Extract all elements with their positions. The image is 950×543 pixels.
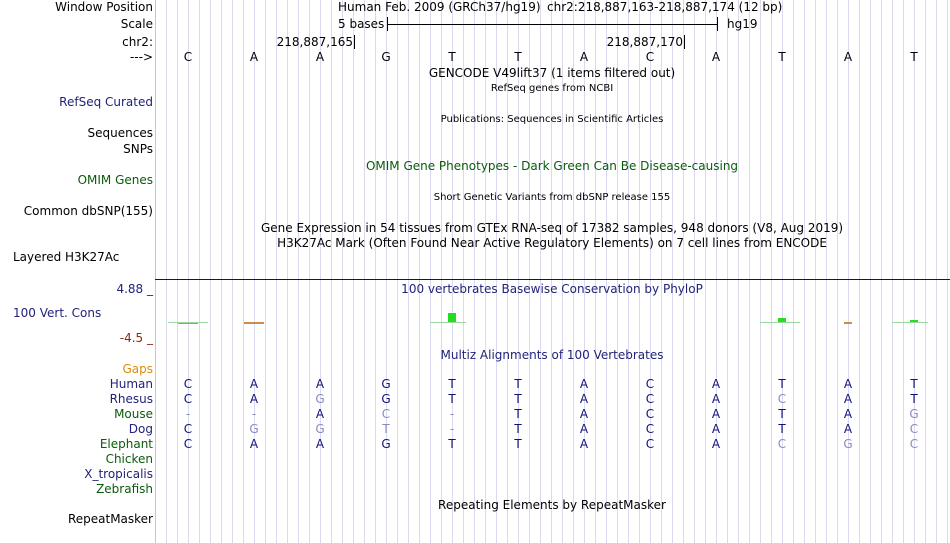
repeatmasker-track-title[interactable]: Repeating Elements by RepeatMasker [438,498,666,512]
grid-line [661,0,662,543]
grid-line [848,0,849,543]
aligned-base: G [315,422,325,436]
aligned-base: C [645,422,655,436]
aligned-base: T [514,377,522,391]
aligned-base: C [909,437,919,451]
strand-label[interactable]: ---> [129,50,153,64]
grid-line [815,0,816,543]
species-label-human[interactable]: Human [109,377,153,391]
grid-line [639,0,640,543]
scale-bar-left-tick [387,17,388,31]
grid-line [342,0,343,543]
layered-h3k27ac-label[interactable]: Layered H3K27Ac [13,250,120,264]
cons-max-label: 4.88 _ [116,282,153,296]
reference-base: A [315,50,325,64]
multiz-track-title[interactable]: Multiz Alignments of 100 Vertebrates [440,348,664,362]
aligned-base: - [185,407,191,421]
grid-line [925,0,926,543]
aligned-base: A [315,437,325,451]
grid-line [408,0,409,543]
grid-line [419,0,420,543]
grid-line [826,0,827,543]
cons-min-label: -4.5 _ [119,331,153,345]
conservation-baseline [760,322,800,323]
aligned-base: C [645,392,655,406]
grid-line [716,0,717,543]
grid-line [320,0,321,543]
assembly-text: Human Feb. 2009 (GRCh37/hg19) [338,0,541,14]
grid-line [683,0,684,543]
track-separator [155,279,950,280]
aligned-base: C [183,377,193,391]
grid-line [298,0,299,543]
coordinate-label: 218,887,165 [276,35,353,49]
aligned-base: C [183,422,193,436]
aligned-base: A [579,407,589,421]
grid-line [276,0,277,543]
grid-line [628,0,629,543]
coordinate-tick [354,35,355,49]
aligned-base: A [249,392,259,406]
publications-track-title[interactable]: Publications: Sequences in Scientific Articles [440,114,664,125]
grid-line [221,0,222,543]
scale-bar [387,24,717,25]
coordinate-tick [684,35,685,49]
grid-line [903,0,904,543]
aligned-base: A [711,437,721,451]
grid-line [738,0,739,543]
species-label-mouse[interactable]: Mouse [114,407,153,421]
grid-line [364,0,365,543]
aligned-base: A [315,407,325,421]
aligned-base: T [910,392,918,406]
reference-base: A [579,50,589,64]
aligned-base: T [382,422,390,436]
reference-base: T [910,50,918,64]
aligned-base: G [381,437,391,451]
grid-line [760,0,761,543]
aligned-base: T [778,377,786,391]
aligned-base: A [843,377,853,391]
grid-line [430,0,431,543]
common-dbsnp-label[interactable]: Common dbSNP(155) [23,204,153,218]
grid-line [166,0,167,543]
aligned-base: A [579,422,589,436]
scale-db-text: hg19 [727,17,758,31]
grid-line [463,0,464,543]
aligned-base: G [315,392,325,406]
aligned-base: G [381,377,391,391]
species-label-zebrafish[interactable]: Zebrafish [96,482,153,496]
aligned-base: A [843,392,853,406]
aligned-base: - [449,422,455,436]
refseq-track-title[interactable]: RefSeq genes from NCBI [490,83,614,94]
aligned-base: C [777,392,787,406]
grid-line [771,0,772,543]
aligned-base: - [251,407,257,421]
aligned-base: T [448,437,456,451]
grid-line [793,0,794,543]
grid-line [727,0,728,543]
chrom-label[interactable]: chr2: [122,35,153,49]
grid-line [705,0,706,543]
reference-base: G [381,50,391,64]
aligned-base: A [843,422,853,436]
window-position-label[interactable]: Window Position [55,0,153,14]
gaps-label[interactable]: Gaps [122,362,153,376]
sequences-label[interactable]: Sequences [87,126,153,140]
grid-line [672,0,673,543]
reference-base: A [249,50,259,64]
aligned-base: C [381,407,391,421]
grid-line [210,0,211,543]
gencode-track-title[interactable]: GENCODE V49lift37 (1 items filtered out) [428,66,676,80]
grid-line [287,0,288,543]
grid-line [617,0,618,543]
gtex-track-title[interactable]: Gene Expression in 54 tissues from GTEx RNA-seq of 17382 samples, 948 donors (V8, Aug 2019) [260,221,844,235]
omim-track-title[interactable]: OMIM Gene Phenotypes - Dark Green Can Be Disease-causing [365,159,739,173]
reference-base: T [448,50,456,64]
repeatmasker-label[interactable]: RepeatMasker [67,512,153,526]
species-label-elephant[interactable]: Elephant [99,437,153,451]
scale-bar-right-tick [717,17,718,31]
h3k27ac-track-title[interactable]: H3K27Ac Mark (Often Found Near Active Regulatory Elements) on 7 cell lines from ENCODE [277,236,827,250]
grid-line [254,0,255,543]
aligned-base: T [514,407,522,421]
aligned-base: C [777,437,787,451]
coordinate-label: 218,887,170 [606,35,683,49]
grid-line [892,0,893,543]
grid-line [650,0,651,543]
grid-line [936,0,937,543]
aligned-base: C [645,407,655,421]
grid-line [441,0,442,543]
vert-cons-label[interactable]: 100 Vert. Cons [13,306,102,320]
aligned-base: T [514,392,522,406]
snps-label[interactable]: SNPs [123,142,153,156]
grid-line [199,0,200,543]
aligned-base: A [579,437,589,451]
aligned-base: T [778,407,786,421]
grid-line [694,0,695,543]
aligned-base: A [249,437,259,451]
aligned-base: T [778,422,786,436]
aligned-base: A [711,392,721,406]
grid-line [881,0,882,543]
aligned-base: G [843,437,853,451]
grid-line [914,0,915,543]
aligned-base: T [514,422,522,436]
aligned-base: C [645,377,655,391]
aligned-base: G [909,407,919,421]
aligned-base: A [249,377,259,391]
grid-line [870,0,871,543]
conservation-baseline [168,322,208,323]
species-label-dog[interactable]: Dog [128,422,153,436]
aligned-base: A [579,377,589,391]
grid-line [837,0,838,543]
aligned-base: A [711,422,721,436]
grid-line [474,0,475,543]
grid-line [188,0,189,543]
grid-line [243,0,244,543]
grid-line [485,0,486,543]
grid-line [782,0,783,543]
grid-line [749,0,750,543]
grid-line [386,0,387,543]
aligned-base: A [843,407,853,421]
label-area-divider [155,0,156,543]
aligned-base: C [645,437,655,451]
conservation-baseline [892,322,928,323]
aligned-base: A [711,407,721,421]
aligned-base: C [909,422,919,436]
grid-line [859,0,860,543]
scale-bases-text: 5 bases [338,17,385,31]
aligned-base: T [448,377,456,391]
phylop-track-title[interactable]: 100 vertebrates Basewise Conservation by PhyloP [401,282,703,296]
reference-base: C [645,50,655,64]
grid-line [353,0,354,543]
grid-line [947,0,948,543]
scale-label[interactable]: Scale [120,17,153,31]
conservation-bar [244,322,264,324]
grid-line [309,0,310,543]
species-label-rhesus[interactable]: Rhesus [109,392,153,406]
reference-base: C [183,50,193,64]
conservation-baseline [430,322,466,323]
dbsnp-track-title[interactable]: Short Genetic Variants from dbSNP release 155 [433,192,671,203]
grid-line [177,0,178,543]
aligned-base: C [183,392,193,406]
aligned-base: G [249,422,259,436]
reference-base: T [514,50,522,64]
grid-line [331,0,332,543]
grid-line [375,0,376,543]
species-label-chicken[interactable]: Chicken [105,452,153,466]
aligned-base: T [910,377,918,391]
aligned-base: A [579,392,589,406]
grid-line [804,0,805,543]
aligned-base: C [183,437,193,451]
grid-line [265,0,266,543]
aligned-base: - [449,407,455,421]
aligned-base: A [711,377,721,391]
aligned-base: T [514,437,522,451]
position-range-text: chr2:218,887,163-218,887,174 (12 bp) [547,0,783,14]
reference-base: A [843,50,853,64]
grid-line [452,0,453,543]
refseq-curated-label[interactable]: RefSeq Curated [59,95,153,109]
reference-base: A [711,50,721,64]
aligned-base: T [448,392,456,406]
aligned-base: G [381,392,391,406]
reference-base: T [778,50,786,64]
aligned-base: A [315,377,325,391]
grid-line [397,0,398,543]
conservation-bar [448,313,456,322]
species-label-x_tropicalis[interactable]: X_tropicalis [84,467,153,481]
omim-genes-label[interactable]: OMIM Genes [77,173,153,187]
conservation-bar [844,322,852,324]
grid-line [232,0,233,543]
